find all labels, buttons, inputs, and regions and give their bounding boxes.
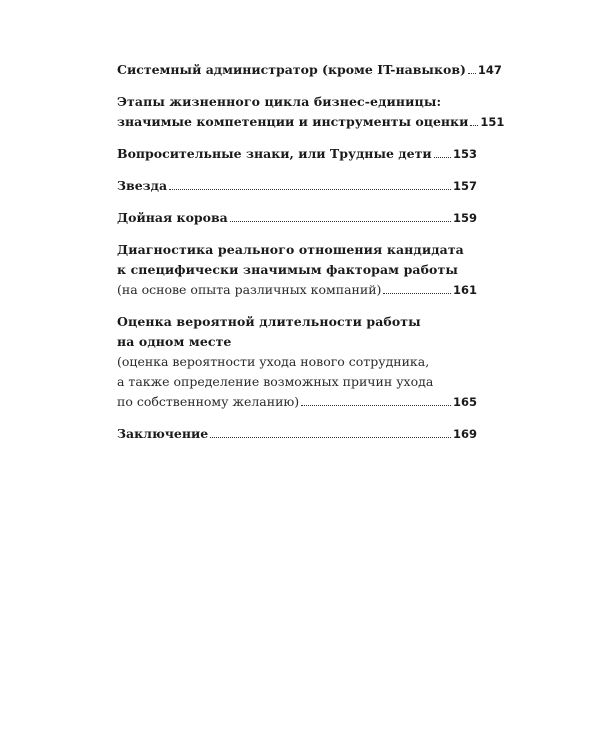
toc-entry-subtitle: (оценка вероятности ухода нового сотрудника, xyxy=(117,354,430,369)
toc-entry-title-line xyxy=(117,60,502,80)
toc-page-number: 151 xyxy=(480,115,505,129)
toc-entry-title: Заключение xyxy=(117,426,209,441)
toc-entry-title: Диагностика реального отношения кандидата xyxy=(117,242,464,257)
toc-entry-title: Вопросительные знаки, или Трудные дети xyxy=(117,146,432,161)
toc-entry xyxy=(117,176,477,196)
toc-page-number: 159 xyxy=(452,211,477,225)
toc-entry-title: Дойная корова xyxy=(117,210,228,225)
toc-entry xyxy=(117,208,477,228)
toc-entry-subtitle: по собственному желанию) xyxy=(117,394,300,409)
toc-entry-title-line xyxy=(117,424,477,444)
toc-entry-subtitle: а также определение возможных причин ухода xyxy=(117,374,434,389)
toc-entry-subtitle: (на основе опыта различных компаний) xyxy=(117,282,382,297)
table-of-contents xyxy=(117,60,505,444)
toc-entry-title: Этапы жизненного цикла бизнес-единицы: xyxy=(117,94,442,109)
toc-page-number: 169 xyxy=(452,427,477,441)
dot-leader xyxy=(169,188,451,190)
toc-entry xyxy=(117,424,477,444)
toc-entry-title: на одном месте xyxy=(117,334,232,349)
toc-entry xyxy=(117,60,502,80)
dot-leader xyxy=(434,156,451,158)
toc-entry-subtitle-line xyxy=(117,280,477,300)
toc-entry-title-line xyxy=(117,144,477,164)
toc-entry-subtitle-line xyxy=(117,392,477,412)
toc-entry-title: Звезда xyxy=(117,178,168,193)
toc-page-number: 147 xyxy=(477,63,502,77)
toc-entry-title: Системный администратор (кроме IT-навыков) xyxy=(117,62,466,77)
dot-leader xyxy=(230,220,451,222)
dot-leader xyxy=(210,436,451,438)
toc-entry-title-line xyxy=(117,176,477,196)
toc-page-number: 161 xyxy=(452,283,477,297)
toc-page-number: 165 xyxy=(452,395,477,409)
toc-entry-title: к специфически значимым факторам работы xyxy=(117,262,458,277)
toc-entry xyxy=(117,312,477,412)
toc-entry xyxy=(117,144,477,164)
dot-leader xyxy=(470,124,478,126)
toc-entry xyxy=(117,240,477,300)
toc-entry xyxy=(117,92,505,132)
toc-entry-title-line xyxy=(117,112,505,132)
dot-leader xyxy=(301,404,451,406)
toc-entry-title: Оценка вероятной длительности работы xyxy=(117,314,421,329)
toc-page-number: 153 xyxy=(452,147,477,161)
toc-entry-title-line xyxy=(117,208,477,228)
toc-entry-title: значимые компетенции и инструменты оценки xyxy=(117,114,469,129)
dot-leader xyxy=(468,72,476,74)
dot-leader xyxy=(383,292,451,294)
toc-page-number: 157 xyxy=(452,179,477,193)
